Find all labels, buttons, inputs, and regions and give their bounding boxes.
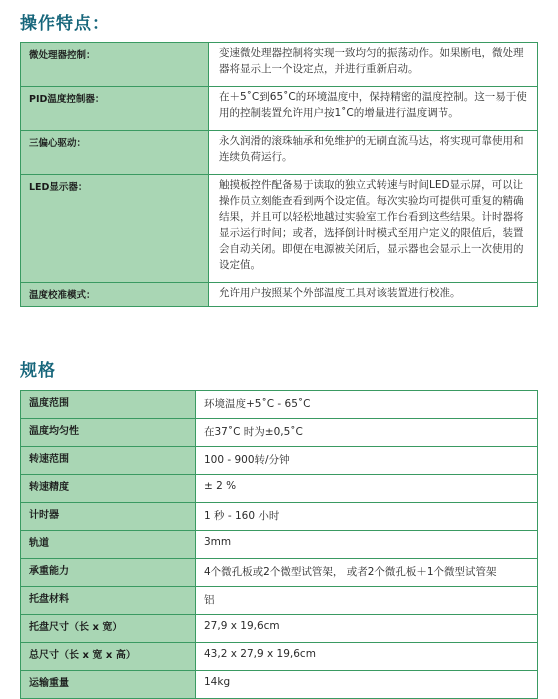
spec-value: 在37˚C 时为±0,5˚C (196, 419, 538, 447)
feature-description: 变速微处理器控制将实现一致均匀的振荡动作。如果断电，微处理器将显示上一个设定点，并进行重新启动。 (209, 43, 538, 87)
feature-description: 在＋5˚C到65˚C的环境温度中，保持精密的温度控制。这一易于使用的控制装置允许用户按1˚C的增量进行温度调节。 (209, 87, 538, 131)
features-heading: 操作特点： (20, 14, 110, 34)
spec-label: 托盘尺寸（长 x 宽） (21, 615, 196, 643)
table-row (21, 615, 538, 643)
feature-label: 温度校准模式： (21, 283, 209, 307)
feature-label: 三偏心驱动： (21, 131, 209, 175)
features-table (20, 42, 538, 307)
table-row (21, 447, 538, 475)
table-row (21, 131, 538, 175)
table-row (21, 559, 538, 587)
spec-label: 转速范围 (21, 447, 196, 475)
table-row (21, 475, 538, 503)
spec-label: 总尺寸（长 x 宽 x 高） (21, 643, 196, 671)
spec-value: 1 秒 - 160 小时 (196, 503, 538, 531)
table-row (21, 503, 538, 531)
table-row (21, 175, 538, 283)
spec-value: 3mm (196, 531, 538, 559)
spec-label: 温度均匀性 (21, 419, 196, 447)
table-row (21, 643, 538, 671)
table-row (21, 283, 538, 307)
specs-table (20, 390, 538, 699)
spec-label: 温度范围 (21, 391, 196, 419)
table-row (21, 87, 538, 131)
spec-value: 铝 (196, 587, 538, 615)
feature-label: LED显示器： (21, 175, 209, 283)
feature-description: 永久润滑的滚珠轴承和免维护的无刷直流马达，将实现可靠使用和连续负荷运行。 (209, 131, 538, 175)
spec-value: 环境温度+5˚C - 65˚C (196, 391, 538, 419)
feature-label: 微处理器控制： (21, 43, 209, 87)
table-row (21, 43, 538, 87)
feature-description: 允许用户按照某个外部温度工具对该装置进行校准。 (209, 283, 538, 307)
spec-label: 托盘材料 (21, 587, 196, 615)
table-row (21, 671, 538, 699)
spec-value: 43,2 x 27,9 x 19,6cm (196, 643, 538, 671)
feature-label: PID温度控制器： (21, 87, 209, 131)
spec-label: 计时器 (21, 503, 196, 531)
feature-description: 触摸板控件配备易于读取的独立式转速与时间LED显示屏，可以让操作员立刻能查看到两个设定值。每次实验均可提供可重复的精确结果，并且可以轻松地越过实验室工作台看到这些结果。计时器将显示运行时间；或者，选择倒计时模式至用户定义的限值后，装置会自动关闭。即便在电源被关闭后，显示器也会显示上一次使用的设定值。 (209, 175, 538, 283)
spec-label: 转速精度 (21, 475, 196, 503)
spec-value: 100 - 900转/分钟 (196, 447, 538, 475)
table-row (21, 419, 538, 447)
spec-value: 4个微孔板或2个微型试管架， 或者2个微孔板＋1个微型试管架 (196, 559, 538, 587)
table-row (21, 531, 538, 559)
table-row (21, 391, 538, 419)
spec-label: 承重能力 (21, 559, 196, 587)
spec-value: 14kg (196, 671, 538, 699)
spec-value: 27,9 x 19,6cm (196, 615, 538, 643)
table-row (21, 587, 538, 615)
specs-heading: 规格 (20, 361, 56, 381)
spec-value: ± 2 % (196, 475, 538, 503)
spec-label: 运输重量 (21, 671, 196, 699)
spec-label: 轨道 (21, 531, 196, 559)
